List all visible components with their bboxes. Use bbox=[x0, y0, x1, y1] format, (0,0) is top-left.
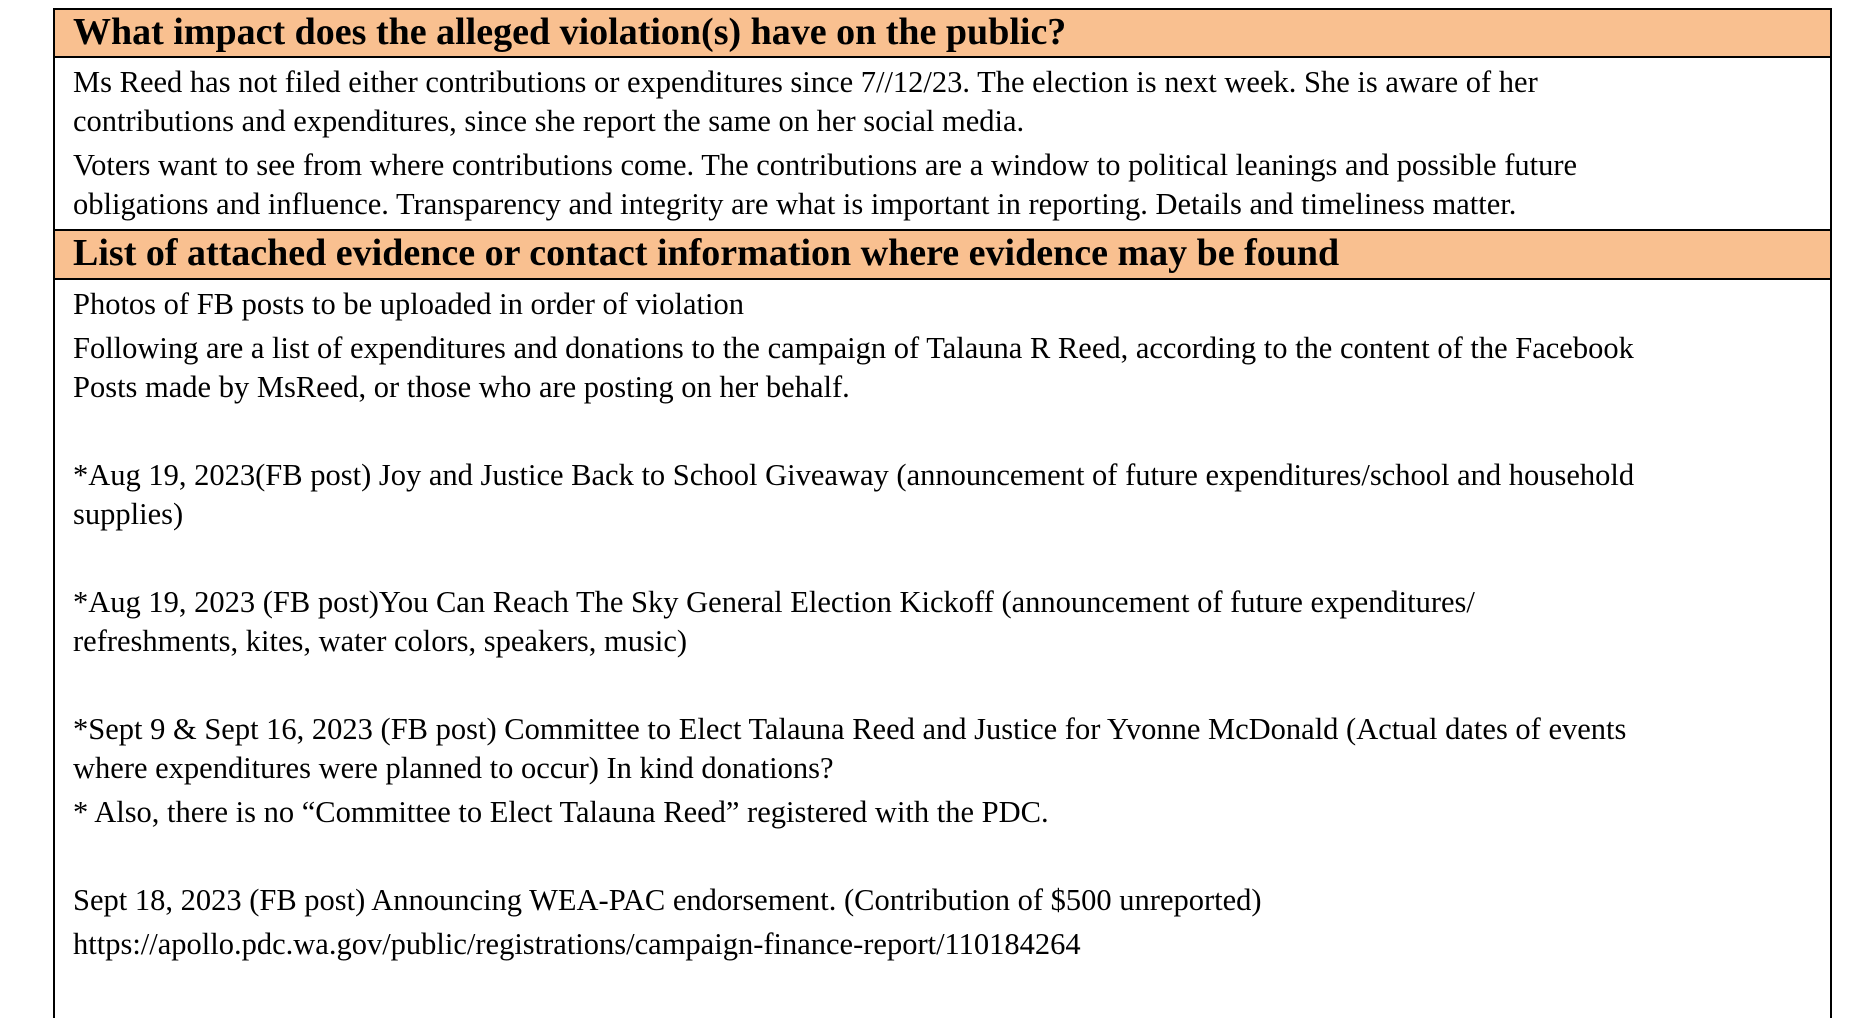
impact-section-heading: What impact does the alleged violation(s) have on the public? bbox=[55, 10, 1830, 58]
impact-paragraph-2 bbox=[73, 146, 1806, 224]
text-line: Photos of FB posts to be uploaded in order of violation bbox=[73, 287, 744, 321]
evidence-item-back-to-school bbox=[73, 456, 1806, 534]
evidence-paragraph-photos bbox=[73, 285, 1806, 324]
impact-section-body bbox=[55, 58, 1830, 231]
text-line: where expenditures were planned to occur) In kind donations? bbox=[73, 751, 834, 785]
evidence-paragraph-intro bbox=[73, 329, 1806, 407]
evidence-item-election-kickoff bbox=[73, 583, 1806, 661]
evidence-section-body bbox=[55, 280, 1830, 964]
evidence-section-heading: List of attached evidence or contact information where evidence may be found bbox=[55, 231, 1830, 280]
text-line: Posts made by MsReed, or those who are posting on her behalf. bbox=[73, 370, 850, 404]
text-line: Following are a list of expenditures and donations to the campaign of Talauna R Reed, according to the content of the Facebook bbox=[73, 331, 1634, 365]
text-line: obligations and influence. Transparency and integrity are what is important in reporting. Details and timeliness matter. bbox=[73, 187, 1517, 221]
text-line: Ms Reed has not filed either contributions or expenditures since 7//12/23. The election is next week. She is aware of her bbox=[73, 65, 1538, 99]
text-line: *Aug 19, 2023 (FB post)You Can Reach The Sky General Election Kickoff (announcement of future expenditures/ bbox=[73, 585, 1475, 619]
text-line: * Also, there is no “Committee to Elect Talauna Reed” registered with the PDC. bbox=[73, 795, 1049, 829]
evidence-item-no-committee-note bbox=[73, 793, 1806, 832]
text-line: Voters want to see from where contributions come. The contributions are a window to political leanings and possible future bbox=[73, 148, 1578, 182]
evidence-item-committee-events bbox=[73, 710, 1806, 788]
text-line: refreshments, kites, water colors, speakers, music) bbox=[73, 624, 688, 658]
text-line: Sept 18, 2023 (FB post) Announcing WEA-PAC endorsement. (Contribution of $500 unreported) bbox=[73, 883, 1262, 917]
complaint-form-table bbox=[53, 8, 1832, 1018]
text-line: *Sept 9 & Sept 16, 2023 (FB post) Committee to Elect Talauna Reed and Justice for Yvonne McDonald (Actual dates of events bbox=[73, 712, 1627, 746]
text-line: *Aug 19, 2023(FB post) Joy and Justice Back to School Giveaway (announcement of future expenditures/school and household bbox=[73, 458, 1635, 492]
text-line: contributions and expenditures, since she report the same on her social media. bbox=[73, 104, 1025, 138]
text-line: https://apollo.pdc.wa.gov/public/registrations/campaign-finance-report/110184264 bbox=[73, 927, 1081, 961]
impact-paragraph-1 bbox=[73, 63, 1806, 141]
evidence-item-pdc-link bbox=[73, 925, 1806, 964]
text-line: supplies) bbox=[73, 497, 184, 531]
evidence-item-wea-pac bbox=[73, 881, 1806, 920]
